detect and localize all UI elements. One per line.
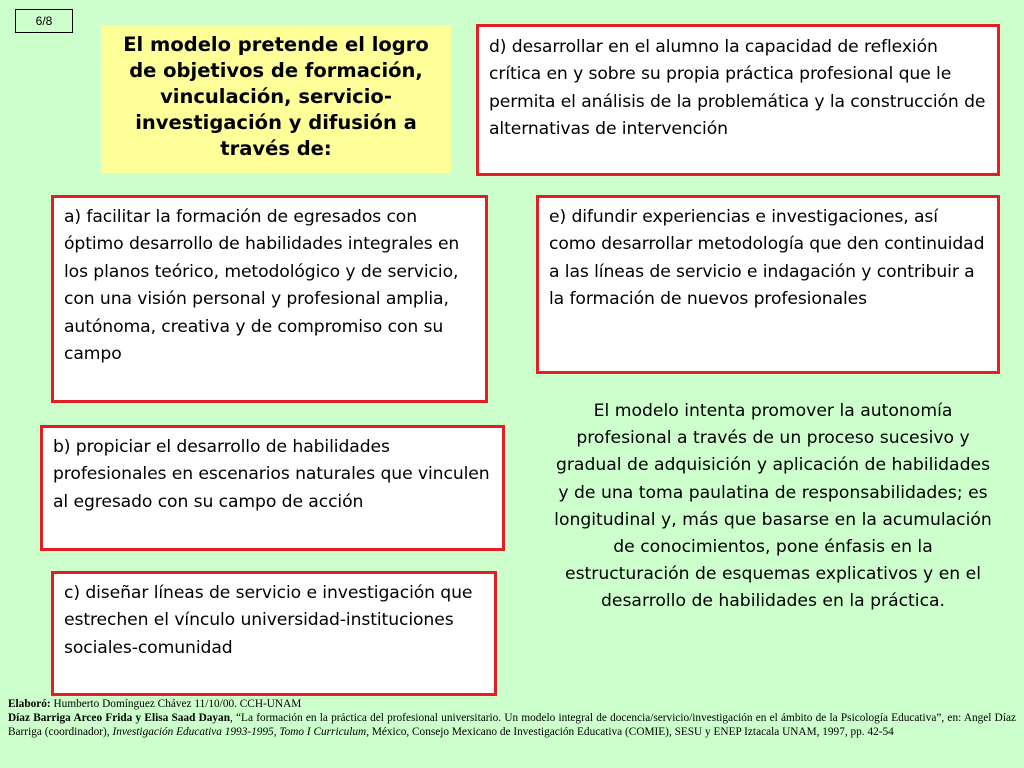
credits-ref-title: Investigación Educativa 1993-1995, Tomo I Curriculum bbox=[112, 726, 367, 738]
credits-authors: Díaz Barriga Arceo Frida y Elisa Saad Dayan bbox=[8, 712, 230, 724]
objective-e-box: e) difundir experiencias e investigaciones, así como desarrollar metodología que den continuidad a las líneas de servicio e indagación y contribuir a la formación de nuevos profesionales bbox=[536, 195, 1000, 374]
objective-a-box: a) facilitar la formación de egresados con óptimo desarrollo de habilidades integrales en los planos teórico, metodológico y de servicio, con una visión personal y profesional amplia, autónoma, creativa y de compromiso con su campo bbox=[51, 195, 488, 403]
intro-box: El modelo pretende el logro de objetivos de formación, vinculación, servicio-investigación y difusión a través de: bbox=[101, 25, 451, 173]
credits-elaboro-text: Humberto Domínguez Chávez 11/10/00. CCH-UNAM bbox=[50, 698, 302, 710]
credits-elaboro-label: Elaboró: bbox=[8, 698, 51, 710]
objective-c-box: c) diseñar líneas de servicio e investigación que estrechen el vínculo universidad-instituciones sociales-comunidad bbox=[51, 571, 497, 696]
objective-d-box: d) desarrollar en el alumno la capacidad de reflexión crítica en y sobre su propia práctica profesional que le permita el análisis de la problemática y la construcción de alternativas de intervención bbox=[476, 24, 1000, 176]
credits bbox=[8, 697, 1016, 739]
credits-ref-part2: , México, Consejo Mexicano de Investigación Educativa (COMIE), SESU y ENEP Iztacala UNAM, 1997, pp. 42-54 bbox=[366, 726, 894, 738]
objective-b-box: b) propiciar el desarrollo de habilidades profesionales en escenarios naturales que vinculen al egresado con su campo de acción bbox=[40, 425, 505, 551]
model-summary-box: El modelo intenta promover la autonomía profesional a través de un proceso sucesivo y gradual de adquisición y aplicación de habilidades y de una toma paulatina de responsabilidades; es longitudinal y, más que basarse en la acumulación de conocimientos, pone énfasis en la estructuración de esquemas explicativos y en el desarrollo de habilidades en la práctica. bbox=[546, 392, 1000, 704]
credits-elaboro bbox=[8, 697, 1016, 711]
credits-reference bbox=[8, 711, 1016, 739]
credits-ref-part1: , “La formación en la práctica del profesional universitario. Un modelo integral de docencia/servicio/investigación en el ámbito de la Psicología Educativa”, en: Angel Díaz Barriga (coordinador), bbox=[8, 712, 1016, 738]
page-number: 6/8 bbox=[15, 9, 73, 33]
